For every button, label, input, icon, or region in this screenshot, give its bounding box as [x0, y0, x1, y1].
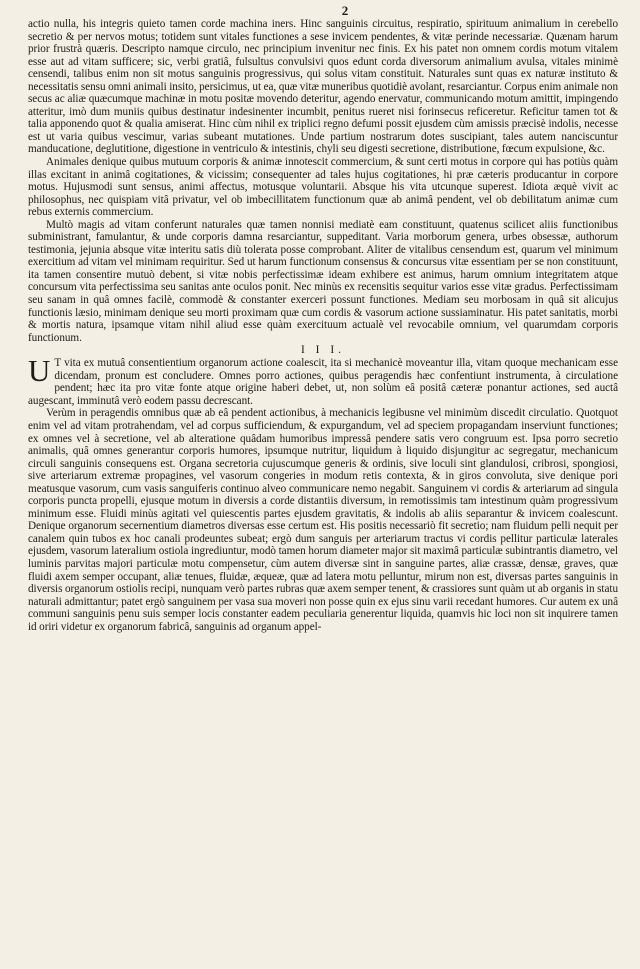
paragraph: Animales denique quibus mutuum corporis & animæ innotescit commercium, & sunt certi motus in corpore qui has potiùs quàm illas excitant in animâ cogitationes, & vicissim; consequenter ad tales hujus cogitationes, hi præ cæteris producantur in corpore motus. Hujusmodi sunt sensus, animi affectus, motusque voluntarii. Absque his vita utcunque superest. Idiota æquè vivit ac philosophus, nec quispiam vitâ privatur, vel ob imbecillitatem functionum quæ ab animâ pendent, vel ob debilitatum animæ cum rebus externis commercium. — [28, 156, 618, 219]
body-text — [28, 18, 618, 633]
page-number: 2 — [341, 3, 349, 18]
paragraph: actio nulla, his integris quieto tamen corde machina iners. Hinc sanguinis circuitus, respiratio, spirituum animalium in cerebello secretio & per nervos motus; totidem sunt vitales functiones a sese invicem pendentes, & vitæ perinde necessariæ. Quænam harum prior frustrà quæris. Descripto namque circulo, nec principium invenitur nec finis. Ex his patet non omnem cordis motum vitalem esse aut ad vitam sufficere; sic, verbi gratiâ, fulsultus convulsivi quos edunt corda diversorum animalium avulsa, vitales minimè censendi, talibus enim non sit motus sanguinis progressivus, qui solus vitam constituit. Naturales sunt quas ex naturæ instituto & necessitatis sensu omni animali insito, persicimus, ut ea, quæ vitæ muneribus quotidiè avolant, resarciantur. Corpus enim animale non secus ac aliæ quæcumque machinæ in motu positæ movendo deteritur, agendo enervatur, communicando motum amittit, impingendo atteritur, imò dum muniis quibus destinatur indesinenter incumbit, penitus rueret nisi forinsecus reficeretur. Reficitur tamen tot & talia apponendo quot & qualia amiserat. Hinc cùm nihil ex triplici regno defumi possit ejusdem cùm amissis præcisè indolis, necesse est ut varia quibus vescimur, varias subeant mutationes. Unde partium nostrarum dotes suscipiant, tales autem nanciscuntur manducatione, deglutitione, digestione in ventriculo & intestinis, chyli seu digesti secretione, distributione, fœcum expulsione, &c. — [28, 18, 618, 156]
paragraph: Multò magis ad vitam conferunt naturales quæ tamen nonnisi mediatè eam constituunt, quatenus scilicet aliis functionibus subministrant, famulantur, & unde corporis damna resarciantur, suppeditant. Varia morborum genera, urbes obsessæ, authorum testimonia, jejunia absque vitæ interitu satis diù tolerata posse comprobant. Aliter de vitalibus censendum est, quarum vel minimum exercitium ad vitam vel minimam requiritur. Sed ut harum functionum consensus & concursus vitæ essentiam per se non constituunt, ita tamen consentire mutuò debent, si vitæ nobis perfectissimæ ideam exhibere est animus, harum omnium integritatem atque concursum vita perfectissima seu sanitas ante oculos ponit. Nec minùs ex recensitis sequitur varios esse vitæ gradus. Perfectissimam seu sanam in quâ omnes facilè, commodè & constanter exerceri possunt functiones. Mediam seu morbosam in quâ sit alicujus functionis læsio, minimam denique seu morti proximam quæ cum cordis & vasorum actione sussiaminatur. His patet sanitatis, morbi & mortis natura, ipsamque vitam nihil aliud esse quàm exercituum actualè vel revocabile omnium, vel quarumdam corporis functionum. — [28, 218, 618, 344]
paragraph: Verùm in peragendis omnibus quæ ab eâ pendent actionibus, à mechanicis legibusne vel minimùm discedit circulatio. Quotquot enim vel ad vitam protrahendam, vel ad corpus sufficiendum, & expurgandum, vel ad speciem propagandam inserviunt functiones; ex omnes vel à secretione, vel ab alteratione quâdam humoribus impressâ pendere satis vero congruum est. Ipsa porro secretio animalis, quâ omnes generantur corporis humores, ipsumque nutritur, liquidum à liquido disjungitur ac segregatur, mechanicum circuli sanguinis consequens est. Organa secretoria cujuscumque generis & ordinis, sive loculi sint glandulosi, cribrosi, spongiosi, sive arteriarum extremæ propagines, vel vasorum congeries in modum retis contexta, & in giros convoluta, sive denique pori meatusque vasorum, cum vasis sanguiferis continuo alveo communicare nemo negabit. Sanguinem vi cordis & arteriarum ad singula corporis puncta propelli, ejusque motum in diversis a corde distantiis diversum, in remotissimis tam intestinum quàm progressivum minimum esse. Fluidi minùs agitati vel quiescentis partes ejusdem gravitatis, & indolis ab aliis separantur & invicem coalescunt. Denique organorum secernentium diametros diversas esse certum est. His positis necessariò fit secretio; nam fluidum pelli nequit per canalem quin tubos ex hoc canali prodeuntes subeat; ergò dum sanguis per arteriarum tractus vi cordis pellitur particulæ laterales ejusdem, vasorum lateralium ostiola ingrediuntur, modò tamen horum diameter major sit maximâ particulæ subintrantis diametro, vel luminis parvitas majori particulæ motu compensetur, cùm autem diversæ sint in sanguine partes, aliæ crassæ, densæ, graves, quæ fluidi axem semper occupant, aliæ tenues, fluidæ, æqueæ, quæ ad latera motu pelluntur, mirum non est, diversas partes sanguinis in diversis organorum ostiolis recipi, nunquam verò partes rubras quæ axem semper tenent, & crassiores sunt quàm ut ab organis in statu naturali admittantur; patet ergò sanguinem per vasa sua moveri non posse quin ex ejus sinu varii recedant humores. Cur autem ex unâ communi sanguinis penu suis semper locis constanter eadem peculiaria generentur liquida, quamvis hic loci non sit inquirere tamen id oriri videtur ex organorum fabricâ, sanguinis ad organum appel- — [28, 407, 618, 633]
section-heading: I I I. — [300, 344, 346, 357]
section-opening-paragraph: UT vita ex mutuâ consentientium organorum actione coalescit, ita si mechanicè moveantur illa, vitam quoque mechanicam esse dicendam, pronum est concludere. Omnes porro actiones, quibus peragendis hæc confentiunt instrumenta, à circulatione pendent; hæc ita pro vitæ fonte atque origine haberi debet, ut, non solùm eâ positâ cæteræ ponantur actiones, sed auctâ augescant, imminutâ verò eodem passu decrescant. — [28, 353, 618, 407]
